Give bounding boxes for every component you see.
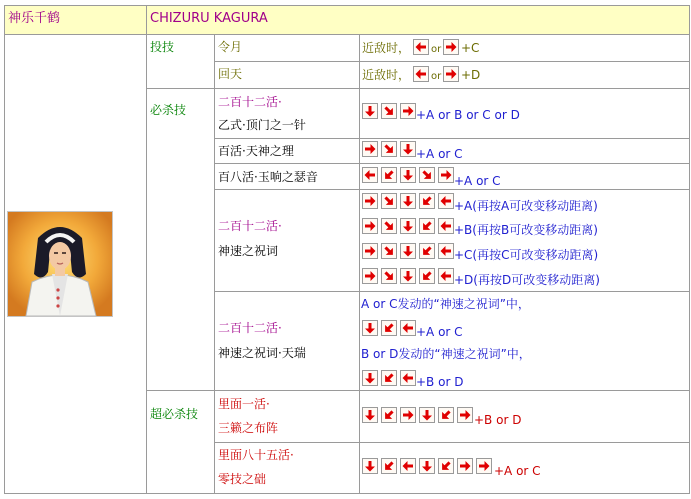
direction-arrow-icon	[381, 243, 397, 259]
command-suffix: +B or D	[416, 375, 464, 389]
direction-arrow-icon	[413, 66, 429, 82]
direction-arrow-icon	[400, 320, 416, 336]
direction-arrow-icon	[400, 407, 416, 423]
command-note: B or D发动的“神速之祝词”中，	[361, 347, 531, 361]
direction-arrow-icon	[419, 268, 435, 284]
move-name-line2: 三籁之布阵	[218, 421, 279, 435]
direction-arrow-icon	[419, 218, 435, 234]
direction-arrow-icon	[419, 407, 435, 423]
direction-arrow-icon	[400, 218, 416, 234]
direction-arrow-icon	[438, 407, 454, 423]
direction-arrow-icon	[438, 167, 454, 183]
direction-arrow-icon	[443, 66, 459, 82]
direction-arrow-icon	[443, 39, 459, 55]
direction-arrow-icon	[362, 103, 378, 119]
category-super-cell	[146, 390, 215, 494]
move-name-line1: 二百十二活·	[218, 321, 282, 335]
direction-arrow-icon	[362, 141, 378, 157]
character-name-cn: 神乐千鹤	[8, 11, 61, 26]
direction-arrow-icon	[362, 193, 378, 209]
direction-arrow-icon	[400, 370, 416, 386]
direction-arrow-icon	[438, 218, 454, 234]
command-suffix: +C	[461, 41, 480, 55]
direction-arrow-icon	[400, 167, 416, 183]
direction-arrow-icon	[400, 268, 416, 284]
direction-arrow-icon	[476, 458, 492, 474]
move-name-line2: 乙式·顶门之一针	[218, 118, 306, 132]
direction-arrow-icon	[457, 407, 473, 423]
command-suffix: +D	[461, 68, 481, 82]
command-line: +A(再按A可改变移动距离)	[454, 199, 598, 213]
move-name-line2: 神速之祝词·天瑞	[218, 346, 306, 360]
move-name-line1: 二百十二活·	[218, 95, 282, 109]
direction-arrow-icon	[381, 167, 397, 183]
direction-arrow-icon	[362, 218, 378, 234]
command-line: +D(再按D可改变移动距离)	[454, 273, 600, 287]
command-line: +C(再按C可改变移动距离)	[454, 248, 599, 262]
command-suffix: +A or C	[416, 325, 463, 339]
direction-arrow-icon	[419, 167, 435, 183]
direction-arrow-icon	[362, 407, 378, 423]
command-prefix: 近敌时，	[362, 68, 411, 82]
direction-arrow-icon	[419, 193, 435, 209]
direction-arrow-icon	[381, 268, 397, 284]
move-name: 百活·天神之理	[218, 144, 294, 158]
direction-arrow-icon	[381, 218, 397, 234]
category-throw-label: 投技	[150, 40, 175, 54]
command-line: +B(再按B可改变移动距离)	[454, 223, 598, 237]
direction-arrow-icon	[400, 243, 416, 259]
direction-arrow-icon	[438, 268, 454, 284]
direction-arrow-icon	[400, 103, 416, 119]
direction-arrow-icon	[438, 458, 454, 474]
direction-arrow-icon	[362, 167, 378, 183]
move-name-line2: 零技之础	[218, 472, 267, 486]
command-suffix: +B or D	[474, 413, 522, 427]
command-suffix: +A or C	[416, 147, 463, 161]
category-special-cell	[146, 88, 215, 391]
command-or: or	[431, 44, 442, 55]
category-super-label: 超必杀技	[150, 407, 199, 421]
direction-arrow-icon	[381, 320, 397, 336]
direction-arrow-icon	[381, 103, 397, 119]
direction-arrow-icon	[381, 193, 397, 209]
direction-arrow-icon	[362, 320, 378, 336]
direction-arrow-icon	[381, 458, 397, 474]
direction-arrow-icon	[362, 243, 378, 259]
direction-arrow-icon	[457, 458, 473, 474]
move-name-line1: 里面八十五活·	[218, 448, 294, 462]
category-special-label: 必杀技	[150, 103, 187, 117]
command-suffix: +A or C	[494, 464, 541, 478]
command-suffix: +A or C	[454, 174, 501, 188]
direction-arrow-icon	[400, 193, 416, 209]
move-name: 令月	[218, 40, 243, 54]
move-name-line2: 神速之祝词	[218, 244, 279, 258]
direction-arrow-icon	[400, 141, 416, 157]
portrait-icon	[7, 211, 113, 317]
move-name-cell	[214, 189, 360, 292]
move-name-line1: 二百十二活·	[218, 219, 282, 233]
direction-arrow-icon	[419, 243, 435, 259]
direction-arrow-icon	[381, 370, 397, 386]
direction-arrow-icon	[413, 39, 429, 55]
command-note: A or C发动的“神速之祝词”中，	[361, 297, 530, 311]
direction-arrow-icon	[419, 458, 435, 474]
direction-arrow-icon	[381, 407, 397, 423]
direction-arrow-icon	[438, 243, 454, 259]
character-name-en: CHIZURU KAGURA	[150, 11, 268, 26]
direction-arrow-icon	[438, 193, 454, 209]
command-suffix: +A or B or C or D	[416, 108, 520, 122]
move-name: 百八活·玉响之瑟音	[218, 170, 318, 184]
move-name: 回天	[218, 67, 243, 81]
command-or: or	[431, 71, 442, 82]
direction-arrow-icon	[381, 141, 397, 157]
move-name-line1: 里面一活·	[218, 397, 270, 411]
direction-arrow-icon	[362, 268, 378, 284]
move-name-cell	[214, 291, 360, 391]
direction-arrow-icon	[362, 370, 378, 386]
command-prefix: 近敌时，	[362, 41, 411, 55]
direction-arrow-icon	[400, 458, 416, 474]
direction-arrow-icon	[362, 458, 378, 474]
